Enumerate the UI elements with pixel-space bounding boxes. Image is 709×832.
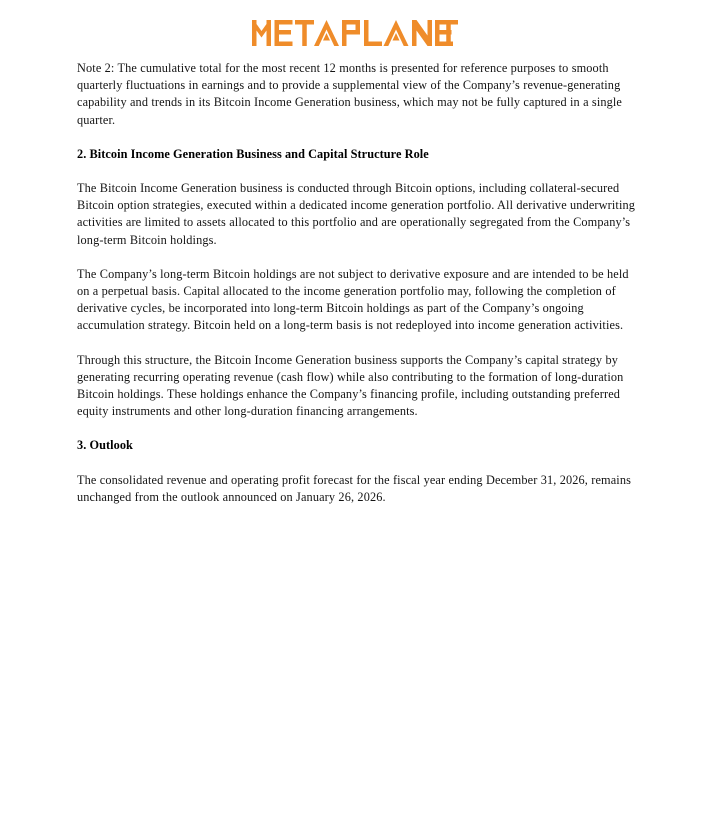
section-2-paragraph-2: The Company’s long-term Bitcoin holdings are not subject to derivative exposure and are intended to be held on a perpetual basis. Capital allocated to the income generation portfolio may, following the completion of derivative cycles, be incorporated into long-term Bitcoin holdings as part of the Company’s ongoing accumulation strategy. Bitcoin held on a long-term basis is not redeployed into income generation activities. [77, 266, 629, 333]
section-3-paragraph-1: The consolidated revenue and operating profit forecast for the fiscal year ending December 31, 2026, remains unchanged from the outlook announced on January 26, 2026. [77, 472, 632, 504]
metaplanet-logo [252, 16, 458, 46]
metaplanet-wordmark-icon [252, 20, 458, 46]
spacer [77, 163, 638, 180]
document-body [77, 60, 638, 506]
section-2-heading: 2. Bitcoin Income Generation Business and Capital Structure Role [77, 146, 429, 161]
spacer [77, 335, 638, 352]
spacer [77, 129, 638, 146]
spacer [77, 455, 638, 472]
section-3-heading: 3. Outlook [77, 438, 133, 453]
spacer [77, 249, 638, 266]
note-2-paragraph: Note 2: The cumulative total for the most recent 12 months is presented for reference purposes to smooth quarterly fluctuations in earnings and to provide a supplemental view of the Company’s revenue-generating capability and trends in its Bitcoin Income Generation business, which may not be fully captured in a single quarter. [77, 61, 623, 127]
section-2-paragraph-1: The Bitcoin Income Generation business is conducted through Bitcoin options, including collateral-secured Bitcoin option strategies, executed within a dedicated income generation portfolio. All derivative underwriting activities are limited to assets allocated to this portfolio and are operationally segregated from the Company’s long-term Bitcoin holdings. [77, 181, 636, 247]
section-2-paragraph-3: Through this structure, the Bitcoin Income Generation business supports the Company’s capital strategy by generating recurring operating revenue (cash flow) while also contributing to the formation of long-duration Bitcoin holdings. These holdings enhance the Company’s financing profile, including outstanding preferred equity instruments and other long-duration financing arrangements. [77, 352, 624, 419]
masthead [0, 12, 709, 50]
spacer [77, 420, 638, 437]
